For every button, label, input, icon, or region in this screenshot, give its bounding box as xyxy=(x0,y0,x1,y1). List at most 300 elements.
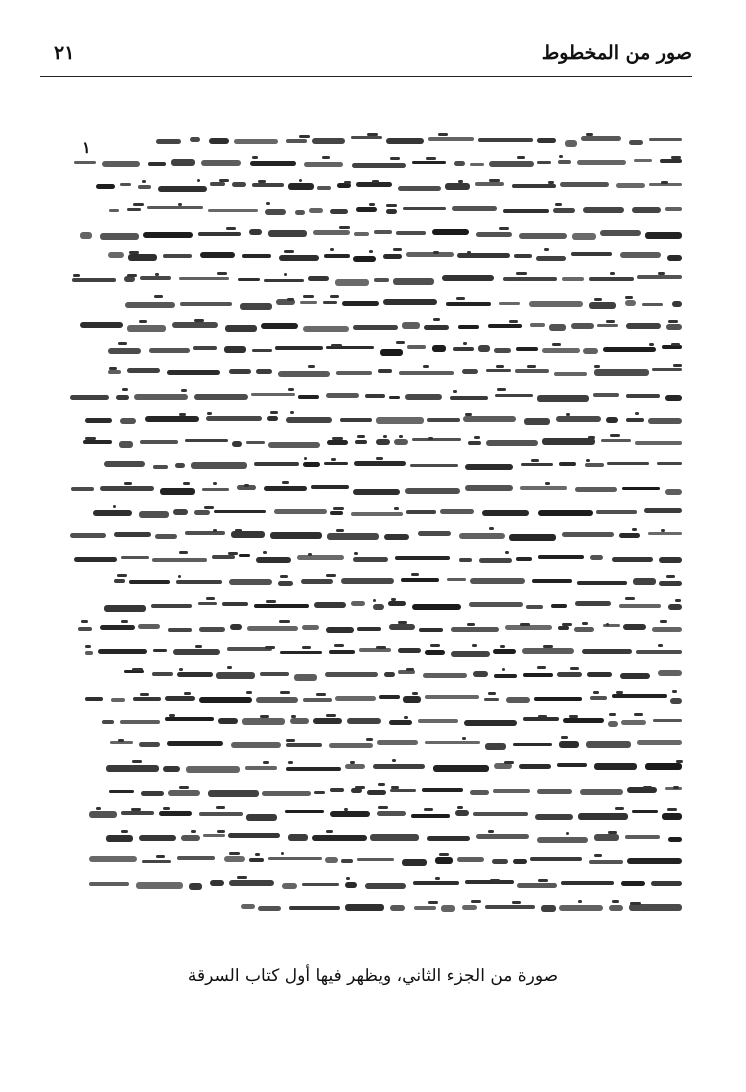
handwritten-word-stroke xyxy=(553,208,575,213)
handwritten-word-stroke xyxy=(558,626,569,630)
handwritten-word-stroke xyxy=(139,742,160,747)
handwritten-word-stroke xyxy=(580,789,623,795)
handwritten-word-stroke xyxy=(245,766,277,770)
handwritten-dot-stroke xyxy=(280,691,290,694)
handwritten-word-stroke xyxy=(158,186,207,192)
handwritten-word-stroke xyxy=(74,161,96,164)
handwritten-word-stroke xyxy=(172,322,218,328)
handwritten-dot-stroke xyxy=(570,667,579,670)
handwritten-dot-stroke xyxy=(582,622,588,625)
handwritten-dot-stroke xyxy=(435,877,440,880)
handwritten-word-stroke xyxy=(116,395,129,400)
handwritten-dot-stroke xyxy=(398,621,407,624)
handwritten-word-stroke xyxy=(365,883,406,889)
handwritten-dot-stroke xyxy=(113,505,116,508)
handwritten-dot-stroke xyxy=(140,693,149,696)
handwritten-word-stroke xyxy=(120,183,131,186)
handwritten-word-stroke xyxy=(503,209,549,213)
handwritten-dot-stroke xyxy=(96,807,101,810)
handwritten-word-stroke xyxy=(109,790,134,793)
handwritten-dot-stroke xyxy=(668,320,678,323)
handwritten-word-stroke xyxy=(98,649,147,654)
handwritten-dot-stroke xyxy=(316,693,326,696)
handwritten-dot-stroke xyxy=(206,597,215,600)
handwritten-word-stroke xyxy=(486,440,538,446)
handwritten-word-stroke xyxy=(513,859,527,864)
handwritten-word-stroke xyxy=(575,487,617,492)
handwritten-word-stroke xyxy=(193,346,217,350)
handwritten-dot-stroke xyxy=(489,179,500,182)
handwritten-word-stroke xyxy=(428,137,474,141)
handwritten-word-stroke xyxy=(194,510,210,515)
handwritten-dot-stroke xyxy=(281,852,284,855)
handwritten-dot-stroke xyxy=(474,436,480,439)
handwritten-dot-stroke xyxy=(552,343,561,346)
handwritten-word-stroke xyxy=(488,324,522,328)
handwritten-word-stroke xyxy=(285,810,324,813)
handwritten-dot-stroke xyxy=(490,879,500,882)
handwritten-word-stroke xyxy=(406,510,436,514)
handwritten-word-stroke xyxy=(71,487,94,491)
handwritten-word-stroke xyxy=(384,534,409,540)
handwritten-word-stroke xyxy=(632,207,661,213)
handwritten-word-stroke xyxy=(302,883,339,886)
handwritten-word-stroke xyxy=(201,160,241,166)
handwritten-word-stroke xyxy=(85,651,93,655)
handwritten-dot-stroke xyxy=(426,157,436,160)
handwritten-word-stroke xyxy=(242,254,271,258)
handwritten-dot-stroke xyxy=(559,155,563,158)
handwritten-dot-stroke xyxy=(661,181,668,184)
handwritten-dot-stroke xyxy=(346,877,350,880)
handwritten-word-stroke xyxy=(370,834,419,841)
handwritten-word-stroke xyxy=(577,581,627,585)
handwritten-dot-stroke xyxy=(658,644,663,647)
handwritten-dot-stroke xyxy=(378,783,385,786)
handwritten-word-stroke xyxy=(302,625,319,630)
handwritten-dot-stroke xyxy=(366,738,373,741)
handwritten-word-stroke xyxy=(78,627,92,631)
handwritten-word-stroke xyxy=(594,369,649,376)
handwritten-dot-stroke xyxy=(336,529,344,532)
handwritten-dot-stroke xyxy=(260,715,269,718)
handwritten-word-stroke xyxy=(526,605,543,609)
handwritten-word-stroke xyxy=(246,441,265,444)
handwritten-dot-stroke xyxy=(178,203,182,206)
handwritten-dot-stroke xyxy=(392,759,396,762)
handwritten-word-stroke xyxy=(159,811,192,816)
handwritten-word-stroke xyxy=(224,856,245,862)
handwritten-word-stroke xyxy=(648,418,682,424)
handwritten-word-stroke xyxy=(234,139,278,144)
handwritten-dot-stroke xyxy=(308,365,315,368)
handwritten-word-stroke xyxy=(142,860,171,863)
handwritten-word-stroke xyxy=(478,345,490,352)
handwritten-word-stroke xyxy=(389,720,412,725)
handwritten-word-stroke xyxy=(200,252,235,258)
handwritten-dot-stroke xyxy=(304,457,307,460)
handwritten-word-stroke xyxy=(365,394,385,398)
handwritten-dot-stroke xyxy=(634,713,643,716)
handwritten-dot-stroke xyxy=(467,251,471,254)
handwritten-word-stroke xyxy=(254,604,309,608)
handwritten-word-stroke xyxy=(240,303,272,310)
handwritten-word-stroke xyxy=(585,463,604,467)
handwritten-word-stroke xyxy=(493,649,516,654)
handwritten-word-stroke xyxy=(100,486,154,491)
handwritten-word-stroke xyxy=(519,764,551,769)
handwritten-dot-stroke xyxy=(246,691,252,694)
handwritten-word-stroke xyxy=(374,230,392,234)
handwritten-dot-stroke xyxy=(394,507,399,510)
handwritten-word-stroke xyxy=(354,461,406,466)
handwritten-word-stroke xyxy=(512,184,556,188)
handwritten-word-stroke xyxy=(265,209,286,215)
handwritten-word-stroke xyxy=(383,299,437,305)
handwritten-word-stroke xyxy=(179,277,229,280)
handwritten-dot-stroke xyxy=(433,318,440,321)
handwritten-word-stroke xyxy=(198,602,217,605)
handwritten-word-stroke xyxy=(214,510,266,513)
handwritten-word-stroke xyxy=(241,904,255,909)
handwritten-word-stroke xyxy=(619,533,640,538)
handwritten-word-stroke xyxy=(620,252,661,258)
handwritten-dot-stroke xyxy=(456,297,465,300)
handwritten-word-stroke xyxy=(452,206,497,211)
handwritten-word-stroke xyxy=(659,557,682,563)
handwritten-word-stroke xyxy=(355,440,367,444)
handwritten-word-stroke xyxy=(519,233,567,239)
handwritten-dot-stroke xyxy=(439,853,449,856)
header-rule xyxy=(40,76,692,77)
handwritten-dot-stroke xyxy=(332,437,343,440)
handwritten-word-stroke xyxy=(353,489,400,495)
handwritten-word-stroke xyxy=(89,882,129,886)
handwritten-dot-stroke xyxy=(226,227,236,230)
handwritten-dot-stroke xyxy=(117,574,127,577)
handwritten-word-stroke xyxy=(173,509,188,515)
handwritten-dot-stroke xyxy=(179,786,189,789)
handwritten-word-stroke xyxy=(311,485,349,489)
handwritten-word-stroke xyxy=(209,138,229,144)
handwritten-dot-stroke xyxy=(666,575,675,578)
handwritten-word-stroke xyxy=(489,161,534,167)
handwritten-dot-stroke xyxy=(194,319,204,322)
handwritten-dot-stroke xyxy=(326,714,336,717)
handwritten-word-stroke xyxy=(199,627,225,632)
handwritten-dot-stroke xyxy=(390,157,400,160)
handwritten-dot-stroke xyxy=(457,806,463,809)
handwritten-dot-stroke xyxy=(73,274,80,277)
handwritten-dot-stroke xyxy=(625,296,633,299)
handwritten-word-stroke xyxy=(383,254,402,259)
handwritten-word-stroke xyxy=(589,302,616,309)
handwritten-word-stroke xyxy=(666,324,682,330)
handwritten-word-stroke xyxy=(455,810,469,816)
handwritten-word-stroke xyxy=(620,673,650,679)
handwritten-word-stroke xyxy=(558,160,571,164)
handwritten-dot-stroke xyxy=(217,272,227,275)
handwritten-word-stroke xyxy=(557,763,587,767)
handwritten-word-stroke xyxy=(177,672,213,677)
handwritten-word-stroke xyxy=(403,207,446,210)
handwritten-word-stroke xyxy=(668,837,682,842)
handwritten-word-stroke xyxy=(231,742,281,748)
handwritten-word-stroke xyxy=(515,369,549,373)
handwritten-word-stroke xyxy=(261,323,298,329)
handwritten-dot-stroke xyxy=(520,623,530,626)
handwritten-dot-stroke xyxy=(326,574,336,577)
handwritten-dot-stroke xyxy=(291,715,296,718)
handwritten-dot-stroke xyxy=(85,645,91,648)
handwritten-dot-stroke xyxy=(463,342,467,345)
handwritten-word-stroke xyxy=(634,159,652,162)
handwritten-word-stroke xyxy=(459,533,505,539)
handwritten-dot-stroke xyxy=(502,668,505,671)
handwritten-word-stroke xyxy=(153,649,167,652)
handwritten-word-stroke xyxy=(295,210,305,215)
handwritten-word-stroke xyxy=(425,741,480,744)
handwritten-word-stroke xyxy=(587,672,612,677)
handwritten-word-stroke xyxy=(659,581,682,586)
handwritten-dot-stroke xyxy=(124,482,132,485)
handwritten-dot-stroke xyxy=(263,551,267,554)
handwritten-word-stroke xyxy=(147,206,203,209)
handwritten-word-stroke xyxy=(329,743,373,748)
handwritten-word-stroke xyxy=(514,254,532,258)
handwritten-dot-stroke xyxy=(142,180,146,183)
handwritten-dot-stroke xyxy=(658,272,665,275)
handwritten-word-stroke xyxy=(627,858,682,864)
handwritten-word-stroke xyxy=(252,349,272,352)
handwritten-word-stroke xyxy=(177,856,215,860)
handwritten-word-stroke xyxy=(619,604,661,608)
handwritten-word-stroke xyxy=(465,464,513,470)
handwritten-word-stroke xyxy=(163,766,180,772)
handwritten-word-stroke xyxy=(616,183,645,188)
handwritten-word-stroke xyxy=(185,439,228,442)
handwritten-word-stroke xyxy=(210,880,224,886)
handwritten-word-stroke xyxy=(652,368,682,371)
handwritten-word-stroke xyxy=(626,418,644,422)
handwritten-dot-stroke xyxy=(673,364,682,367)
handwritten-word-stroke xyxy=(128,254,157,261)
handwritten-word-stroke xyxy=(636,650,682,654)
handwritten-word-stroke xyxy=(229,369,251,374)
handwritten-dot-stroke xyxy=(376,457,383,460)
handwritten-word-stroke xyxy=(529,301,583,307)
handwritten-dot-stroke xyxy=(675,599,681,602)
handwritten-dot-stroke xyxy=(608,831,617,834)
handwritten-word-stroke xyxy=(623,624,646,630)
handwritten-dot-stroke xyxy=(237,876,247,879)
handwritten-dot-stroke xyxy=(326,830,333,833)
handwritten-dot-stroke xyxy=(131,808,141,811)
handwritten-word-stroke xyxy=(590,696,607,700)
handwritten-word-stroke xyxy=(601,439,631,442)
handwritten-word-stroke xyxy=(465,485,513,491)
handwritten-dot-stroke xyxy=(489,527,494,530)
handwritten-word-stroke xyxy=(470,578,525,584)
handwritten-word-stroke xyxy=(424,325,449,330)
handwritten-word-stroke xyxy=(536,256,566,261)
handwritten-dot-stroke xyxy=(334,644,344,647)
handwritten-dot-stroke xyxy=(132,760,142,763)
handwritten-word-stroke xyxy=(435,857,453,864)
handwritten-word-stroke xyxy=(335,279,369,286)
handwritten-word-stroke xyxy=(537,837,588,843)
handwritten-word-stroke xyxy=(308,276,329,281)
handwritten-word-stroke xyxy=(108,370,121,374)
handwritten-word-stroke xyxy=(93,510,132,516)
handwritten-word-stroke xyxy=(100,233,139,240)
handwritten-word-stroke xyxy=(121,556,149,559)
running-title: صور من المخطوط xyxy=(541,42,692,64)
handwritten-word-stroke xyxy=(347,718,381,724)
handwritten-word-stroke xyxy=(582,649,632,654)
handwritten-word-stroke xyxy=(127,368,160,373)
figure-caption: صورة من الجزء الثاني، ويظهر فيها أول كتاب السرقة xyxy=(187,966,559,986)
handwritten-word-stroke xyxy=(168,790,200,796)
handwritten-dot-stroke xyxy=(195,645,202,648)
handwritten-word-stroke xyxy=(401,578,439,582)
handwritten-word-stroke xyxy=(632,810,658,813)
handwritten-word-stroke xyxy=(495,394,533,397)
handwritten-dot-stroke xyxy=(350,761,355,764)
handwritten-word-stroke xyxy=(503,277,557,281)
handwritten-dot-stroke xyxy=(406,668,414,671)
handwritten-dot-stroke xyxy=(252,156,258,159)
handwritten-word-stroke xyxy=(586,741,631,748)
handwritten-dot-stroke xyxy=(630,902,641,905)
handwritten-word-stroke xyxy=(152,558,207,562)
handwritten-word-stroke xyxy=(85,418,112,423)
handwritten-word-stroke xyxy=(83,440,112,444)
handwritten-word-stroke xyxy=(583,348,598,354)
handwritten-dot-stroke xyxy=(499,227,509,230)
handwritten-word-stroke xyxy=(390,905,405,911)
handwritten-dot-stroke xyxy=(179,668,183,671)
handwritten-word-stroke xyxy=(537,395,589,402)
handwritten-word-stroke xyxy=(279,255,319,261)
handwritten-dot-stroke xyxy=(331,458,336,461)
handwritten-word-stroke xyxy=(665,489,682,495)
handwritten-word-stroke xyxy=(559,905,603,911)
handwritten-word-stroke xyxy=(470,163,484,166)
handwritten-word-stroke xyxy=(418,719,458,723)
handwritten-dot-stroke xyxy=(462,737,466,740)
handwritten-word-stroke xyxy=(230,624,242,630)
handwritten-word-stroke xyxy=(250,161,296,166)
handwritten-word-stroke xyxy=(411,814,450,818)
handwritten-word-stroke xyxy=(561,881,614,885)
handwritten-dot-stroke xyxy=(263,761,269,764)
handwritten-word-stroke xyxy=(342,301,379,306)
handwritten-word-stroke xyxy=(289,906,340,910)
handwritten-word-stroke xyxy=(324,462,348,465)
handwritten-word-stroke xyxy=(300,301,317,304)
handwritten-word-stroke xyxy=(645,232,682,239)
handwritten-word-stroke xyxy=(407,345,426,349)
handwritten-word-stroke xyxy=(165,717,214,721)
handwritten-word-stroke xyxy=(262,791,311,796)
handwritten-word-stroke xyxy=(268,230,307,237)
handwritten-word-stroke xyxy=(627,787,657,793)
handwritten-word-stroke xyxy=(644,508,682,513)
handwritten-word-stroke xyxy=(626,394,660,398)
handwritten-word-stroke xyxy=(458,325,479,329)
handwritten-word-stroke xyxy=(304,162,343,167)
handwritten-word-stroke xyxy=(606,417,618,423)
handwritten-dot-stroke xyxy=(280,575,288,578)
handwritten-word-stroke xyxy=(457,857,484,862)
handwritten-dot-stroke xyxy=(578,900,582,903)
handwritten-word-stroke xyxy=(589,860,623,864)
handwritten-word-stroke xyxy=(459,558,472,562)
handwritten-word-stroke xyxy=(625,835,660,839)
handwritten-word-stroke xyxy=(607,462,649,465)
handwritten-word-stroke xyxy=(403,696,421,703)
handwritten-dot-stroke xyxy=(191,830,196,833)
handwritten-word-stroke xyxy=(216,672,255,679)
handwritten-word-stroke xyxy=(80,322,123,328)
handwritten-word-stroke xyxy=(232,182,246,187)
handwritten-word-stroke xyxy=(357,627,381,631)
handwritten-dot-stroke xyxy=(330,248,334,251)
handwritten-dot-stroke xyxy=(512,901,521,904)
handwritten-word-stroke xyxy=(345,764,365,769)
handwritten-word-stroke xyxy=(412,438,461,441)
handwritten-word-stroke xyxy=(494,348,511,353)
handwritten-word-stroke xyxy=(267,416,278,421)
handwritten-word-stroke xyxy=(167,370,220,375)
handwritten-word-stroke xyxy=(330,811,370,817)
handwritten-word-stroke xyxy=(608,721,618,727)
handwritten-word-stroke xyxy=(425,650,445,655)
handwritten-dot-stroke xyxy=(109,367,117,370)
handwritten-word-stroke xyxy=(288,183,314,190)
handwritten-dot-stroke xyxy=(139,320,147,323)
handwritten-dot-stroke xyxy=(372,180,379,183)
handwritten-word-stroke xyxy=(645,763,682,770)
handwritten-dot-stroke xyxy=(399,435,403,438)
handwritten-dot-stroke xyxy=(610,434,620,437)
handwritten-word-stroke xyxy=(340,418,372,422)
handwritten-word-stroke xyxy=(454,161,465,166)
handwritten-word-stroke xyxy=(278,581,293,586)
handwritten-dot-stroke xyxy=(330,295,339,298)
handwritten-word-stroke xyxy=(140,276,171,280)
handwritten-dot-stroke xyxy=(561,736,568,739)
handwritten-word-stroke xyxy=(312,835,367,841)
handwritten-word-stroke xyxy=(167,741,223,746)
handwritten-word-stroke xyxy=(351,512,403,516)
handwritten-word-stroke xyxy=(138,624,160,629)
handwritten-word-stroke xyxy=(386,209,397,214)
handwritten-dot-stroke xyxy=(606,623,609,626)
handwritten-dot-stroke xyxy=(635,412,639,415)
handwritten-dot-stroke xyxy=(649,343,654,346)
handwritten-dot-stroke xyxy=(357,435,365,438)
handwritten-word-stroke xyxy=(412,604,461,610)
handwritten-word-stroke xyxy=(228,833,280,838)
handwritten-word-stroke xyxy=(140,440,178,444)
handwritten-dot-stroke xyxy=(169,714,175,717)
handwritten-word-stroke xyxy=(538,510,593,516)
manuscript-image xyxy=(70,134,682,924)
handwritten-dot-stroke xyxy=(163,807,170,810)
handwritten-word-stroke xyxy=(530,323,545,327)
